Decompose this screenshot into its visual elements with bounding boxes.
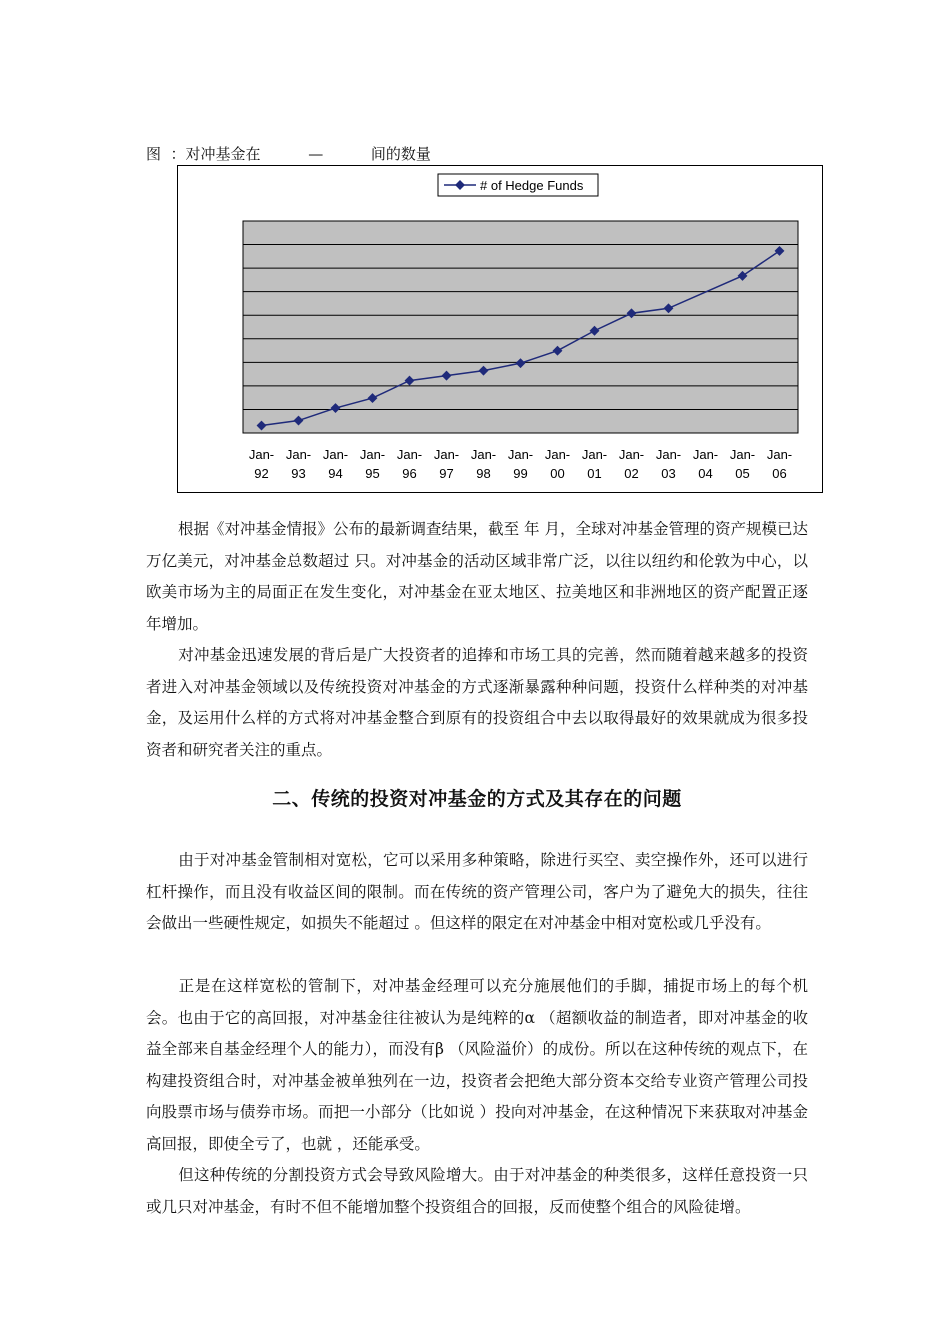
x-tick-label: 01 (587, 466, 602, 481)
paragraph-2-text: 对冲基金迅速发展的背后是广大投资者的追捧和市场工具的完善，然而随着越来越多的投资者进入对冲基金领域以及传统投资对冲基金的方式逐渐暴露种种问题，投资什么样种类的对冲基金，及运用什么样的方式将对冲基金整合到原有的投资组合中去以取得最好的效果就成为很多投资者和研究者关注的重点。 (146, 646, 808, 759)
paragraph-2 (146, 640, 808, 766)
x-tick-label: 02 (624, 466, 639, 481)
paragraph-1-text: 根据《对冲基金情报》公布的最新调查结果，截至 年 月，全球对冲基金管理的资产规模已达 万亿美元，对冲基金总数超过 只。对冲基金的活动区域非常广泛，以往以纽约和伦敦为中心，以欧美市场为主的局面正在发生变化，对冲基金在亚太地区、拉美地区和非洲地区的资产配置正逐年增加。 (146, 520, 808, 633)
paragraph-1 (146, 514, 808, 640)
x-tick-label: 93 (291, 466, 306, 481)
x-tick-label: Jan- (544, 447, 571, 462)
paragraph-4-text: 正是在这样宽松的管制下，对冲基金经理可以充分施展他们的手脚，捕捉市场上的每个机会。也由于它的高回报，对冲基金往往被认为是纯粹的α （超额收益的制造者，即对冲基金的收益全部来自基金经理个人的能力），而没有β （风险溢价）的成份。所以在这种传统的观点下，在构建投资组合时，对冲基金被单独列在一边，投资者会把绝大部分资本交给专业资产管理公司投向股票市场与债券市场。而把一小部分（比如说 ）投向对冲基金，在这种情况下来获取对冲基金高回报，即使全亏了，也就 ，还能承受。 (146, 977, 808, 1153)
x-tick-label: 98 (476, 466, 491, 481)
chart-svg (178, 166, 824, 494)
x-tick-label: 05 (735, 466, 750, 481)
x-tick-label: Jan- (285, 447, 312, 462)
paragraph-3-text: 由于对冲基金管制相对宽松，它可以采用多种策略，除进行买空、卖空操作外，还可以进行杠杆操作，而且没有收益区间的限制。而在传统的资产管理公司，客户为了避免大的损失，往往会做出一些硬性规定，如损失不能超过 。但这样的限定在对冲基金中相对宽松或几乎没有。 (146, 851, 808, 932)
x-tick-label: 00 (550, 466, 565, 481)
x-tick-label: 06 (772, 466, 787, 481)
paragraph-5 (146, 1160, 808, 1223)
x-tick-label: Jan- (729, 447, 756, 462)
x-tick-label: Jan- (766, 447, 793, 462)
x-tick-label: 04 (698, 466, 713, 481)
x-tick-label: 95 (365, 466, 380, 481)
x-tick-label: 96 (402, 466, 417, 481)
plot-area (243, 221, 798, 433)
x-tick-label: Jan- (507, 447, 534, 462)
x-tick-label: Jan- (322, 447, 349, 462)
x-tick-label: 97 (439, 466, 454, 481)
x-tick-label: Jan- (618, 447, 645, 462)
section-heading: 二、传统的投资对冲基金的方式及其存在的问题 (272, 788, 682, 810)
paragraph-5-text: 但这种传统的分割投资方式会导致风险增大。由于对冲基金的种类很多，这样任意投资一只或几只对冲基金，有时不但不能增加整个投资组合的回报，反而使整个组合的风险徒增。 (146, 1166, 808, 1216)
x-tick-label: 99 (513, 466, 528, 481)
figure-caption: 图 ：对冲基金在 — 间的数量 (146, 145, 431, 163)
paragraph-3 (146, 845, 808, 940)
x-tick-label: Jan- (692, 447, 719, 462)
x-tick-label: Jan- (433, 447, 460, 462)
x-tick-label: 03 (661, 466, 676, 481)
x-tick-label: Jan- (655, 447, 682, 462)
x-tick-label: 92 (254, 466, 269, 481)
x-tick-label: Jan- (470, 447, 497, 462)
x-tick-label: Jan- (359, 447, 386, 462)
x-tick-label: 94 (328, 466, 343, 481)
hedge-fund-count-chart (177, 165, 823, 493)
x-tick-label: Jan- (248, 447, 275, 462)
paragraph-4 (146, 971, 808, 1160)
legend-label: # of Hedge Funds (480, 178, 584, 193)
x-tick-label: Jan- (581, 447, 608, 462)
x-tick-label: Jan- (396, 447, 423, 462)
